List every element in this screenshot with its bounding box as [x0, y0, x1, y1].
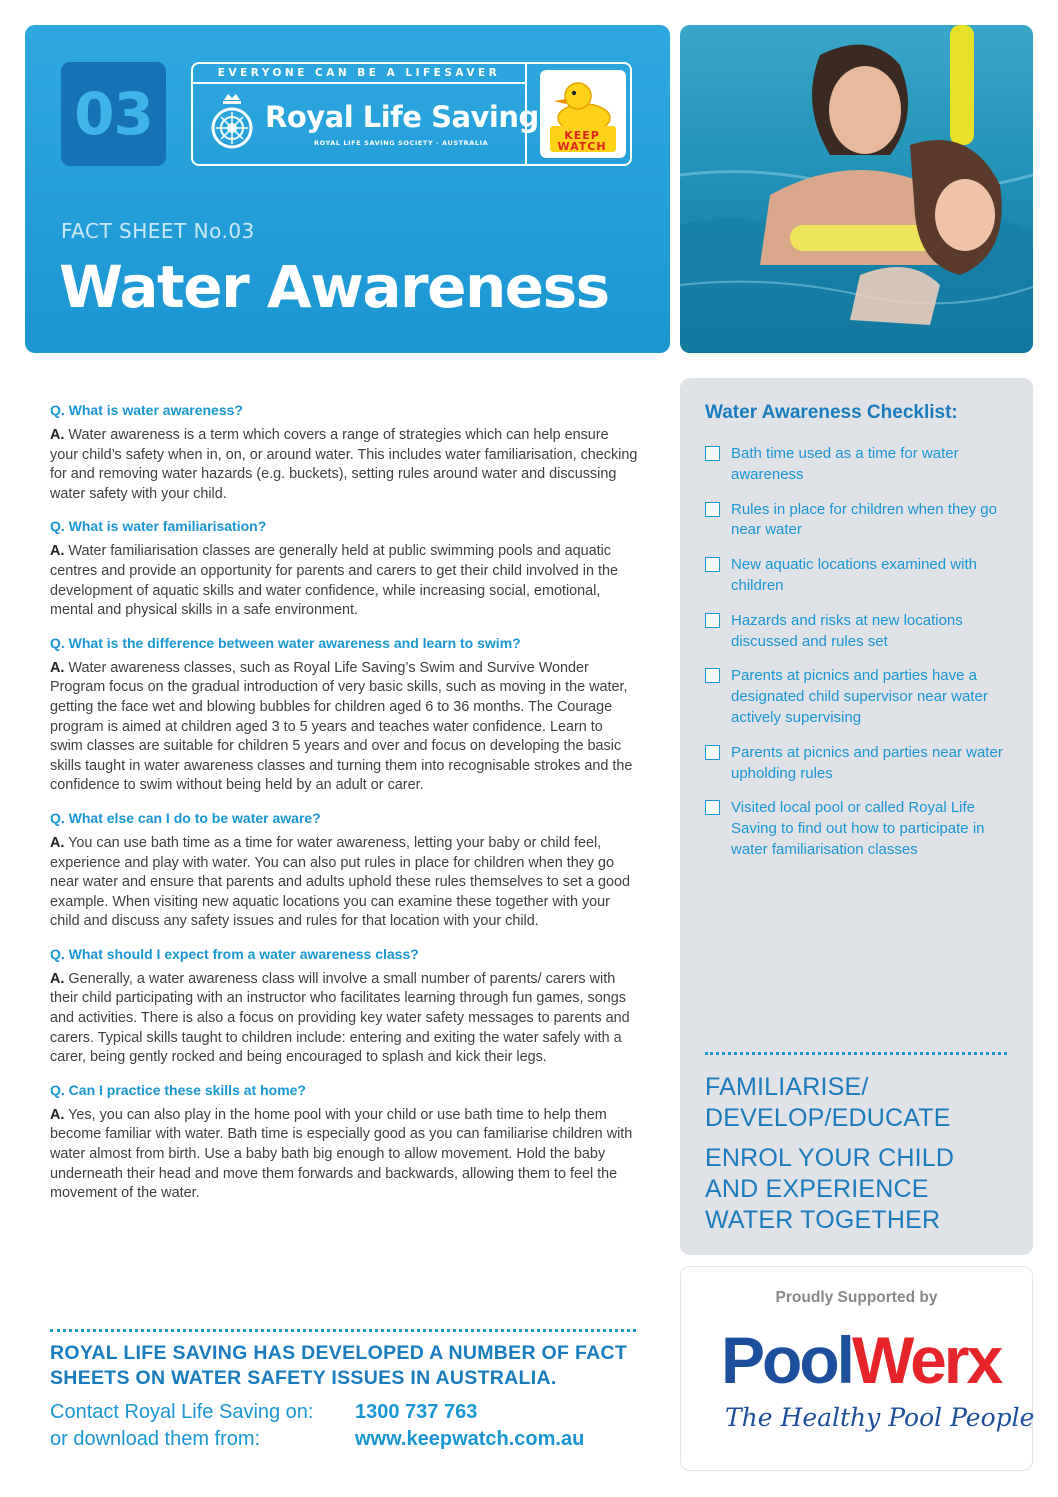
- checklist-item-label: New aquatic locations examined with children: [731, 556, 977, 594]
- question-heading: Q. Can I practice these skills at home?: [50, 1081, 306, 1098]
- answer-paragraph: [50, 834, 638, 932]
- checklist-item-label: Parents at picnics and parties have a designated child supervisor near water actively supervising: [731, 667, 988, 726]
- answer-paragraph: [50, 426, 638, 504]
- answer-text: You can use bath time as a time for water awareness, letting your baby or child feel, experience and play with water. You can also put rules in place for children when they go near water and ensure that parents and adults uphold these rules themselves to set a good example. When visiting new aquatic locations you can examine these together with your child and discuss any safety issues and rules for that location with your child.: [50, 834, 630, 930]
- answer-prefix: A.: [50, 543, 65, 560]
- answer-paragraph: [50, 970, 638, 1068]
- checklist-title: Water Awareness Checklist:: [705, 402, 958, 423]
- sponsor-box: [680, 1266, 1033, 1471]
- checkbox-icon[interactable]: [705, 668, 720, 683]
- download-link[interactable]: www.keepwatch.com.au: [355, 1428, 585, 1450]
- checklist-item-label: Bath time used as a time for water awareness: [731, 445, 959, 483]
- question-heading: Q. What is water awareness?: [50, 402, 243, 418]
- royal-life-saving-logo: [191, 62, 632, 166]
- fact-sheet-label: FACT SHEET No.03: [61, 219, 255, 243]
- checkbox-icon[interactable]: [705, 446, 720, 461]
- poolwerx-logo: [721, 1323, 1001, 1397]
- slogan-enrol: [705, 1143, 954, 1236]
- answer-text: Water awareness is a term which covers a range of strategies which can help ensure your child’s safety when in, on, or around water. This includes water familiarisation, checking for and removing water hazards (e.g. buckets), setting rules around water and discussing water safety with your child.: [50, 427, 638, 502]
- checklist-item: [705, 743, 1010, 785]
- question-heading: Q. What should I expect from a water awareness class?: [50, 945, 419, 962]
- keep-watch-text: KEEP WATCH: [557, 129, 607, 153]
- question-heading: Q. What else can I do to be water aware?: [50, 809, 321, 826]
- contact-label: Contact Royal Life Saving on:: [50, 1401, 314, 1423]
- slogan-line: FAMILIARISE/: [705, 1073, 869, 1101]
- checklist-item: [705, 666, 1010, 728]
- checklist-item: [705, 444, 1010, 486]
- checklist-item-label: Visited local pool or called Royal Life Saving to find out how to participate in water familiarisation classes: [731, 799, 985, 858]
- contact-phone[interactable]: 1300 737 763: [355, 1401, 478, 1423]
- download-label: or download them from:: [50, 1428, 261, 1450]
- question-heading: Q. What is the difference between water awareness and learn to swim?: [50, 634, 521, 651]
- logo-name: Royal Life Saving: [265, 100, 539, 134]
- slogan-line: WATER TOGETHER: [705, 1206, 941, 1234]
- checklist-item: [705, 500, 1010, 542]
- logo-tagline: EVERYONE CAN BE A LIFESAVER: [193, 64, 525, 84]
- answer-prefix: A.: [50, 1106, 65, 1123]
- poolwerx-tagline: The Healthy Pool People: [725, 1403, 1035, 1432]
- checklist-panel: [680, 378, 1033, 1255]
- mother-child-pool-photo: [680, 25, 1033, 353]
- answer-paragraph: [50, 659, 638, 796]
- answer-prefix: A.: [50, 970, 65, 987]
- poolwerx-logo-part2: Werx: [852, 1323, 1001, 1397]
- fact-sheet-number: 03: [61, 62, 166, 166]
- checkbox-icon[interactable]: [705, 800, 720, 815]
- header-banner: [25, 25, 670, 353]
- checkbox-icon[interactable]: [705, 502, 720, 517]
- checkbox-icon[interactable]: [705, 613, 720, 628]
- question-heading: Q. What is water familiarisation?: [50, 518, 267, 535]
- poolwerx-logo-part1: Pool: [721, 1323, 852, 1397]
- sponsor-label: Proudly Supported by: [775, 1289, 938, 1306]
- answer-paragraph: [50, 542, 638, 620]
- slogan-line: AND EXPERIENCE: [705, 1175, 929, 1203]
- checklist-item: [705, 555, 1010, 597]
- checkbox-icon[interactable]: [705, 557, 720, 572]
- slogan-line: ENROL YOUR CHILD: [705, 1144, 955, 1172]
- answer-text: Water awareness classes, such as Royal Life Saving’s Swim and Survive Wonder Program focus on the gradual introduction of very basic skills, such as moving in the water, getting the face wet and blowing bubbles for children aged 6 to 36 months. The Courage program is aimed at children aged 3 to 5 years and teaches water confidence. Learn to swim classes are suitable for children 5 years and over and focus on developing the basic skills taught in water awareness classes and turning them into recognisable strokes and the confidence to swim without being held by an adult or carer.: [50, 659, 633, 794]
- checklist-item-label: Hazards and risks at new locations discussed and rules set: [731, 611, 963, 650]
- checklist-item: [705, 798, 1010, 860]
- answer-prefix: A.: [50, 834, 65, 851]
- footer-headline: ROYAL LIFE SAVING HAS DEVELOPED A NUMBER OF FACT SHEETS ON WATER SAFETY ISSUES IN AUSTRALIA.: [50, 1342, 628, 1389]
- answer-prefix: A.: [50, 659, 65, 676]
- page-title: Water Awareness: [59, 253, 609, 321]
- checklist: [705, 444, 1010, 875]
- answer-paragraph: [50, 1106, 638, 1204]
- checkbox-icon[interactable]: [705, 745, 720, 760]
- slogan-familiarise: [705, 1072, 951, 1134]
- slogan-line: DEVELOP/EDUCATE: [705, 1104, 951, 1132]
- answer-text: Generally, a water awareness class will involve a small number of parents/ carers with their child participating with an instructor who facilitates learning through fun games, songs and activities. There is also a focus on providing key water safety messages to parents and carers. Typical skills taught to children include: entering and exiting the water safely with a carer, being gently rocked and being encouraged to splash and kick their legs.: [50, 970, 630, 1066]
- answer-text: Yes, you can also play in the home pool with your child or use bath time to help them become familiar with water. Bath time is especially good as you can familiarise children with water almost from birth. Use a baby bath big enough to allow movement. Hold the baby underneath their head and move them forwards and backwards, allowing them to feel the movement of the water.: [50, 1106, 633, 1202]
- checklist-item-label: Rules in place for children when they go near water: [731, 500, 997, 539]
- answer-prefix: A.: [50, 427, 65, 443]
- checklist-item-label: Parents at picnics and parties near water upholding rules: [731, 743, 1003, 782]
- crest-icon: [208, 92, 256, 152]
- answer-text: Water familiarisation classes are generally held at public swimming pools and aquatic centres and provide an opportunity for parents and carers to get their child involved in the development of aquatic skills and water confidence, while increasing social, emotional, mental and physical skills in a safe environment.: [50, 543, 618, 619]
- logo-subtitle: ROYAL LIFE SAVING SOCIETY · AUSTRALIA: [314, 139, 489, 147]
- footer-divider: [50, 1329, 636, 1332]
- checklist-item: [705, 611, 1010, 653]
- qa-section: [50, 401, 638, 1217]
- panel-divider: [705, 1052, 1007, 1055]
